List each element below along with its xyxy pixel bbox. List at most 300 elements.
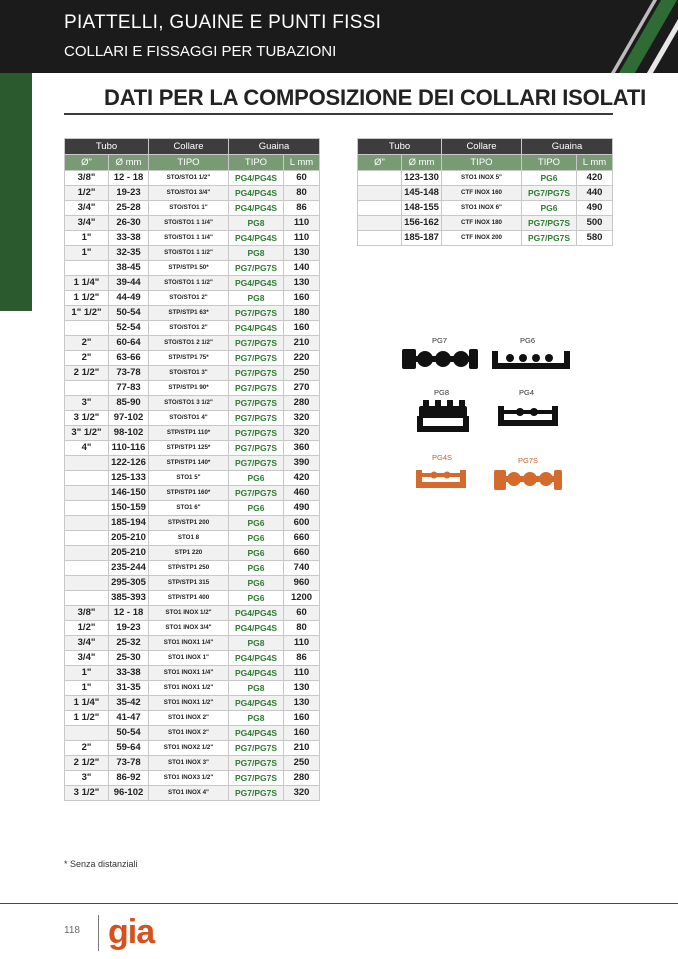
cell-length: 360: [284, 441, 320, 456]
cell-diam-inch: [65, 471, 109, 486]
cell-diam-mm: 12 - 18: [109, 606, 149, 621]
cell-diam-inch: 2 1/2": [65, 366, 109, 381]
table-row: [65, 591, 320, 606]
table-row: [358, 201, 613, 216]
cell-diam-mm: 295-305: [109, 576, 149, 591]
table-row: [65, 321, 320, 336]
cell-diam-mm: 38-45: [109, 261, 149, 276]
pg7s-profile-icon: [492, 466, 564, 494]
cell-diam-mm: 150-159: [109, 501, 149, 516]
cell-sleeve-type: PG7/PG7S: [229, 441, 284, 456]
cell-collar-type: STP/STP1 160*: [149, 486, 229, 501]
cell-collar-type: STP/STP1 315: [149, 576, 229, 591]
cell-collar-type: STO/STO1 1/2": [149, 171, 229, 186]
cell-collar-type: STO1 INOX2 1/2": [149, 741, 229, 756]
cell-diam-inch: 1 1/2": [65, 291, 109, 306]
cell-diam-inch: 1": [65, 681, 109, 696]
table-row: [65, 366, 320, 381]
cell-collar-type: STP/STP1 250: [149, 561, 229, 576]
col-header-diam-mm: Ø mm: [109, 155, 149, 171]
table-row: [358, 186, 613, 201]
cell-diam-mm: 97-102: [109, 411, 149, 426]
cell-sleeve-type: PG7/PG7S: [522, 231, 577, 246]
cell-collar-type: STO/STO1 1 1/4": [149, 216, 229, 231]
table-row: [65, 711, 320, 726]
table-row: [65, 171, 320, 186]
cell-diam-mm: 63-66: [109, 351, 149, 366]
table-row: [65, 336, 320, 351]
cell-length: 110: [284, 216, 320, 231]
cell-length: 1200: [284, 591, 320, 606]
table-row: [65, 681, 320, 696]
cell-diam-mm: 25-30: [109, 651, 149, 666]
cell-length: 250: [284, 756, 320, 771]
cell-sleeve-type: PG6: [522, 201, 577, 216]
cell-diam-inch: [65, 726, 109, 741]
cell-sleeve-type: PG7/PG7S: [229, 351, 284, 366]
cell-length: 580: [577, 231, 613, 246]
cell-diam-mm: 19-23: [109, 186, 149, 201]
cell-diam-inch: 3/4": [65, 201, 109, 216]
cell-length: 86: [284, 201, 320, 216]
cell-collar-type: STO1 5": [149, 471, 229, 486]
side-accent-bar: [0, 73, 32, 311]
cell-length: 320: [284, 786, 320, 801]
cell-length: 110: [284, 231, 320, 246]
cell-diam-inch: 1/2": [65, 186, 109, 201]
table-row: [65, 351, 320, 366]
cell-sleeve-type: PG4/PG4S: [229, 276, 284, 291]
cell-sleeve-type: PG7/PG7S: [229, 396, 284, 411]
collar-data-table-right: [357, 138, 613, 246]
cell-diam-inch: [65, 456, 109, 471]
table-row: [65, 201, 320, 216]
cell-collar-type: STO/STO1 4": [149, 411, 229, 426]
cell-collar-type: STP/STP1 110*: [149, 426, 229, 441]
cell-sleeve-type: PG7/PG7S: [229, 306, 284, 321]
cell-diam-inch: 2 1/2": [65, 756, 109, 771]
table-row: [65, 291, 320, 306]
cell-diam-mm: 235-244: [109, 561, 149, 576]
cell-diam-inch: 1/2": [65, 621, 109, 636]
cell-diam-inch: [65, 486, 109, 501]
cell-diam-inch: [65, 321, 109, 336]
section-divider: [64, 113, 613, 115]
table-row: [65, 771, 320, 786]
cell-diam-inch: [65, 531, 109, 546]
pg4s-profile-icon: [414, 466, 468, 492]
cell-sleeve-type: PG7/PG7S: [229, 756, 284, 771]
profile-label-pg7s: PG7S: [518, 456, 539, 465]
cell-sleeve-type: PG7/PG7S: [229, 366, 284, 381]
table-row: [65, 636, 320, 651]
table-row: [65, 651, 320, 666]
cell-length: 160: [284, 711, 320, 726]
cell-sleeve-type: PG7/PG7S: [229, 411, 284, 426]
cell-diam-mm: 59-64: [109, 741, 149, 756]
cell-collar-type: STP/STP1 200: [149, 516, 229, 531]
cell-sleeve-type: PG4/PG4S: [229, 666, 284, 681]
cell-length: 80: [284, 621, 320, 636]
cell-diam-inch: 3": [65, 396, 109, 411]
table-row: [65, 531, 320, 546]
table-row: [65, 441, 320, 456]
col-header-collar-type: TIPO: [442, 155, 522, 171]
cell-diam-inch: [358, 171, 402, 186]
cell-diam-mm: 32-35: [109, 246, 149, 261]
cell-diam-inch: [65, 261, 109, 276]
cell-diam-mm: 31-35: [109, 681, 149, 696]
cell-length: 740: [284, 561, 320, 576]
table-row: [65, 501, 320, 516]
cell-length: 210: [284, 336, 320, 351]
cell-diam-mm: 122-126: [109, 456, 149, 471]
cell-diam-inch: [358, 231, 402, 246]
cell-length: 660: [284, 546, 320, 561]
pg8-profile-icon: [415, 398, 471, 434]
cell-collar-type: STO1 INOX1 1/4": [149, 636, 229, 651]
cell-diam-mm: 33-38: [109, 231, 149, 246]
col-header-length: L mm: [577, 155, 613, 171]
cell-diam-inch: [65, 516, 109, 531]
cell-diam-inch: 3": [65, 771, 109, 786]
cell-sleeve-type: PG8: [229, 636, 284, 651]
cell-diam-inch: 3 1/2": [65, 786, 109, 801]
cell-diam-inch: 1 1/4": [65, 276, 109, 291]
header-title: PIATTELLI, GUAINE E PUNTI FISSI: [64, 12, 382, 33]
cell-sleeve-type: PG7/PG7S: [229, 486, 284, 501]
cell-diam-inch: 3" 1/2": [65, 426, 109, 441]
cell-sleeve-type: PG7/PG7S: [229, 261, 284, 276]
table-row: [65, 471, 320, 486]
pg7-profile-icon: [400, 345, 480, 375]
cell-diam-mm: 52-54: [109, 321, 149, 336]
cell-length: 320: [284, 426, 320, 441]
cell-diam-inch: 3/8": [65, 171, 109, 186]
col-header-collar-type: TIPO: [149, 155, 229, 171]
cell-diam-inch: 1": [65, 231, 109, 246]
cell-length: 160: [284, 321, 320, 336]
pg6-profile-icon: [490, 345, 570, 373]
profile-label-pg6: PG6: [520, 336, 536, 345]
cell-collar-type: STO1 INOX1 1/2": [149, 696, 229, 711]
cell-diam-mm: 85-90: [109, 396, 149, 411]
table-row: [65, 186, 320, 201]
table-row: [65, 561, 320, 576]
cell-length: 250: [284, 366, 320, 381]
cell-length: 220: [284, 351, 320, 366]
cell-sleeve-type: PG7/PG7S: [229, 426, 284, 441]
cell-collar-type: STP1 220: [149, 546, 229, 561]
cell-diam-mm: 33-38: [109, 666, 149, 681]
profile-label-pg8: PG8: [434, 388, 450, 397]
cell-length: 60: [284, 171, 320, 186]
cell-sleeve-type: PG4/PG4S: [229, 231, 284, 246]
cell-length: 210: [284, 741, 320, 756]
cell-length: 280: [284, 396, 320, 411]
table-row: [65, 426, 320, 441]
table-row: [65, 756, 320, 771]
table-row: [65, 231, 320, 246]
cell-length: 320: [284, 411, 320, 426]
cell-sleeve-type: PG4/PG4S: [229, 696, 284, 711]
profile-label-pg4s: PG4S: [432, 453, 453, 462]
cell-diam-inch: 2": [65, 741, 109, 756]
cell-sleeve-type: PG8: [229, 291, 284, 306]
cell-collar-type: STP/STP1 140*: [149, 456, 229, 471]
cell-diam-inch: 3/4": [65, 216, 109, 231]
page-number: 118: [64, 925, 80, 936]
cell-diam-mm: 39-44: [109, 276, 149, 291]
cell-diam-inch: [65, 381, 109, 396]
cell-sleeve-type: PG4/PG4S: [229, 201, 284, 216]
cell-collar-type: STO1 INOX 2": [149, 711, 229, 726]
cell-diam-mm: 156-162: [402, 216, 442, 231]
cell-length: 160: [284, 726, 320, 741]
cell-length: 110: [284, 636, 320, 651]
cell-collar-type: CTF INOX 200: [442, 231, 522, 246]
cell-sleeve-type: PG7/PG7S: [229, 786, 284, 801]
cell-sleeve-type: PG6: [229, 531, 284, 546]
cell-length: 660: [284, 531, 320, 546]
cell-diam-mm: 25-28: [109, 201, 149, 216]
cell-sleeve-type: PG6: [229, 591, 284, 606]
cell-sleeve-type: PG4/PG4S: [229, 606, 284, 621]
cell-diam-mm: 60-64: [109, 336, 149, 351]
cell-diam-mm: 98-102: [109, 426, 149, 441]
table-row: [65, 411, 320, 426]
table-row: [65, 546, 320, 561]
cell-diam-inch: 2": [65, 336, 109, 351]
cell-diam-inch: 3/4": [65, 636, 109, 651]
cell-sleeve-type: PG8: [229, 681, 284, 696]
cell-sleeve-type: PG7/PG7S: [229, 381, 284, 396]
group-header-guaina: Guaina: [522, 139, 613, 155]
cell-sleeve-type: PG6: [522, 171, 577, 186]
cell-length: 130: [284, 246, 320, 261]
cell-sleeve-type: PG6: [229, 576, 284, 591]
table-row: [65, 456, 320, 471]
cell-sleeve-type: PG7/PG7S: [229, 336, 284, 351]
cell-diam-inch: [358, 186, 402, 201]
cell-length: 160: [284, 291, 320, 306]
cell-length: 80: [284, 186, 320, 201]
cell-sleeve-type: PG8: [229, 711, 284, 726]
table-row: [65, 486, 320, 501]
cell-sleeve-type: PG7/PG7S: [522, 216, 577, 231]
cell-collar-type: STP/STP1 90*: [149, 381, 229, 396]
collar-data-table-left: [64, 138, 320, 801]
table-row: [65, 741, 320, 756]
cell-collar-type: STO1 INOX 3/4": [149, 621, 229, 636]
cell-sleeve-type: PG7/PG7S: [229, 741, 284, 756]
col-header-sleeve-type: TIPO: [522, 155, 577, 171]
table-row: [65, 786, 320, 801]
cell-length: 280: [284, 771, 320, 786]
cell-diam-mm: 25-32: [109, 636, 149, 651]
cell-diam-mm: 185-187: [402, 231, 442, 246]
cell-sleeve-type: PG6: [229, 471, 284, 486]
cell-length: 490: [284, 501, 320, 516]
cell-length: 110: [284, 666, 320, 681]
pg4-profile-icon: [496, 402, 560, 430]
table-row: [358, 216, 613, 231]
cell-diam-mm: 123-130: [402, 171, 442, 186]
cell-diam-mm: 35-42: [109, 696, 149, 711]
cell-collar-type: STP/STP1 125*: [149, 441, 229, 456]
cell-length: 130: [284, 696, 320, 711]
table-row: [65, 621, 320, 636]
group-header-guaina: Guaina: [229, 139, 320, 155]
col-header-diam-mm: Ø mm: [402, 155, 442, 171]
cell-length: 960: [284, 576, 320, 591]
cell-collar-type: STO1 INOX 4": [149, 786, 229, 801]
cell-sleeve-type: PG7/PG7S: [522, 186, 577, 201]
cell-diam-inch: 1": [65, 666, 109, 681]
cell-diam-mm: 73-78: [109, 756, 149, 771]
cell-diam-mm: 41-47: [109, 711, 149, 726]
profile-label-pg4: PG4: [519, 388, 535, 397]
cell-diam-inch: 3/8": [65, 606, 109, 621]
cell-diam-mm: 110-116: [109, 441, 149, 456]
cell-diam-inch: 3/4": [65, 651, 109, 666]
cell-length: 420: [577, 171, 613, 186]
cell-diam-mm: 73-78: [109, 366, 149, 381]
cell-diam-mm: 148-155: [402, 201, 442, 216]
table-row: [65, 726, 320, 741]
cell-diam-inch: [65, 546, 109, 561]
cell-collar-type: STO1 INOX 1/2": [149, 606, 229, 621]
table-row: [65, 396, 320, 411]
cell-collar-type: STO1 INOX 1": [149, 651, 229, 666]
table-row: [65, 246, 320, 261]
cell-collar-type: STO1 6": [149, 501, 229, 516]
cell-sleeve-type: PG4/PG4S: [229, 726, 284, 741]
cell-diam-mm: 86-92: [109, 771, 149, 786]
cell-diam-inch: 1": [65, 246, 109, 261]
cell-diam-inch: 3 1/2": [65, 411, 109, 426]
cell-length: 390: [284, 456, 320, 471]
profile-label-pg7: PG7: [432, 336, 448, 345]
cell-sleeve-type: PG8: [229, 246, 284, 261]
cell-sleeve-type: PG4/PG4S: [229, 171, 284, 186]
cell-collar-type: STP/STP1 50*: [149, 261, 229, 276]
col-header-length: L mm: [284, 155, 320, 171]
cell-collar-type: STO/STO1 1 1/2": [149, 276, 229, 291]
cell-length: 140: [284, 261, 320, 276]
table-row: [358, 171, 613, 186]
cell-collar-type: STP/STP1 75*: [149, 351, 229, 366]
cell-diam-mm: 146-150: [109, 486, 149, 501]
cell-length: 270: [284, 381, 320, 396]
cell-length: 420: [284, 471, 320, 486]
cell-collar-type: CTF INOX 160: [442, 186, 522, 201]
cell-sleeve-type: PG8: [229, 216, 284, 231]
table-row: [65, 576, 320, 591]
cell-collar-type: STO1 INOX3 1/2": [149, 771, 229, 786]
group-header-tubo: Tubo: [358, 139, 442, 155]
table-row: [65, 306, 320, 321]
cell-length: 180: [284, 306, 320, 321]
cell-sleeve-type: PG6: [229, 501, 284, 516]
table-row: [65, 516, 320, 531]
cell-diam-mm: 44-49: [109, 291, 149, 306]
table-row: [65, 666, 320, 681]
cell-sleeve-type: PG4/PG4S: [229, 186, 284, 201]
table-row: [65, 696, 320, 711]
col-header-sleeve-type: TIPO: [229, 155, 284, 171]
cell-diam-inch: [65, 591, 109, 606]
group-header-tubo: Tubo: [65, 139, 149, 155]
cell-length: 460: [284, 486, 320, 501]
group-header-collare: Collare: [442, 139, 522, 155]
cell-diam-inch: 1 1/2": [65, 711, 109, 726]
cell-sleeve-type: PG4/PG4S: [229, 321, 284, 336]
cell-diam-mm: 19-23: [109, 621, 149, 636]
cell-diam-inch: 2": [65, 351, 109, 366]
cell-length: 500: [577, 216, 613, 231]
cell-length: 440: [577, 186, 613, 201]
col-header-diam-inch: Ø": [65, 155, 109, 171]
cell-collar-type: STO/STO1 3 1/2": [149, 396, 229, 411]
col-header-diam-inch: Ø": [358, 155, 402, 171]
cell-collar-type: STP/STP1 63*: [149, 306, 229, 321]
cell-collar-type: STO1 INOX1 1/4": [149, 666, 229, 681]
table-row: [65, 261, 320, 276]
cell-collar-type: STO1 INOX 3": [149, 756, 229, 771]
cell-length: 60: [284, 606, 320, 621]
cell-diam-inch: [65, 561, 109, 576]
cell-sleeve-type: PG6: [229, 546, 284, 561]
header-banner: [0, 0, 678, 73]
cell-diam-mm: 50-54: [109, 726, 149, 741]
cell-sleeve-type: PG6: [229, 561, 284, 576]
cell-length: 130: [284, 276, 320, 291]
cell-diam-mm: 125-133: [109, 471, 149, 486]
cell-diam-mm: 385-393: [109, 591, 149, 606]
cell-diam-mm: 145-148: [402, 186, 442, 201]
cell-diam-inch: 1 1/4": [65, 696, 109, 711]
cell-diam-inch: 1" 1/2": [65, 306, 109, 321]
cell-diam-mm: 50-54: [109, 306, 149, 321]
cell-diam-mm: 185-194: [109, 516, 149, 531]
cell-sleeve-type: PG7/PG7S: [229, 456, 284, 471]
gia-logo: gia: [108, 913, 155, 951]
cell-diam-mm: 205-210: [109, 546, 149, 561]
cell-diam-mm: 26-30: [109, 216, 149, 231]
cell-collar-type: STO/STO1 3/4": [149, 186, 229, 201]
cell-collar-type: STO/STO1 3": [149, 366, 229, 381]
cell-collar-type: STO/STO1 2": [149, 321, 229, 336]
section-title: DATI PER LA COMPOSIZIONE DEI COLLARI ISOLATI: [104, 85, 647, 110]
cell-diam-inch: [65, 576, 109, 591]
table-row: [65, 216, 320, 231]
footer-separator: [98, 915, 99, 951]
cell-collar-type: STO/STO1 1 1/2": [149, 246, 229, 261]
cell-collar-type: STO1 INOX1 1/2": [149, 681, 229, 696]
cell-diam-mm: 96-102: [109, 786, 149, 801]
cell-diam-inch: [65, 501, 109, 516]
cell-length: 600: [284, 516, 320, 531]
cell-collar-type: STO/STO1 1": [149, 201, 229, 216]
header-subtitle: COLLARI E FISSAGGI PER TUBAZIONI: [64, 43, 337, 60]
cell-sleeve-type: PG4/PG4S: [229, 651, 284, 666]
cell-diam-mm: 12 - 18: [109, 171, 149, 186]
cell-sleeve-type: PG4/PG4S: [229, 621, 284, 636]
cell-collar-type: STO/STO1 1 1/4": [149, 231, 229, 246]
cell-collar-type: STP/STP1 400: [149, 591, 229, 606]
cell-length: 130: [284, 681, 320, 696]
